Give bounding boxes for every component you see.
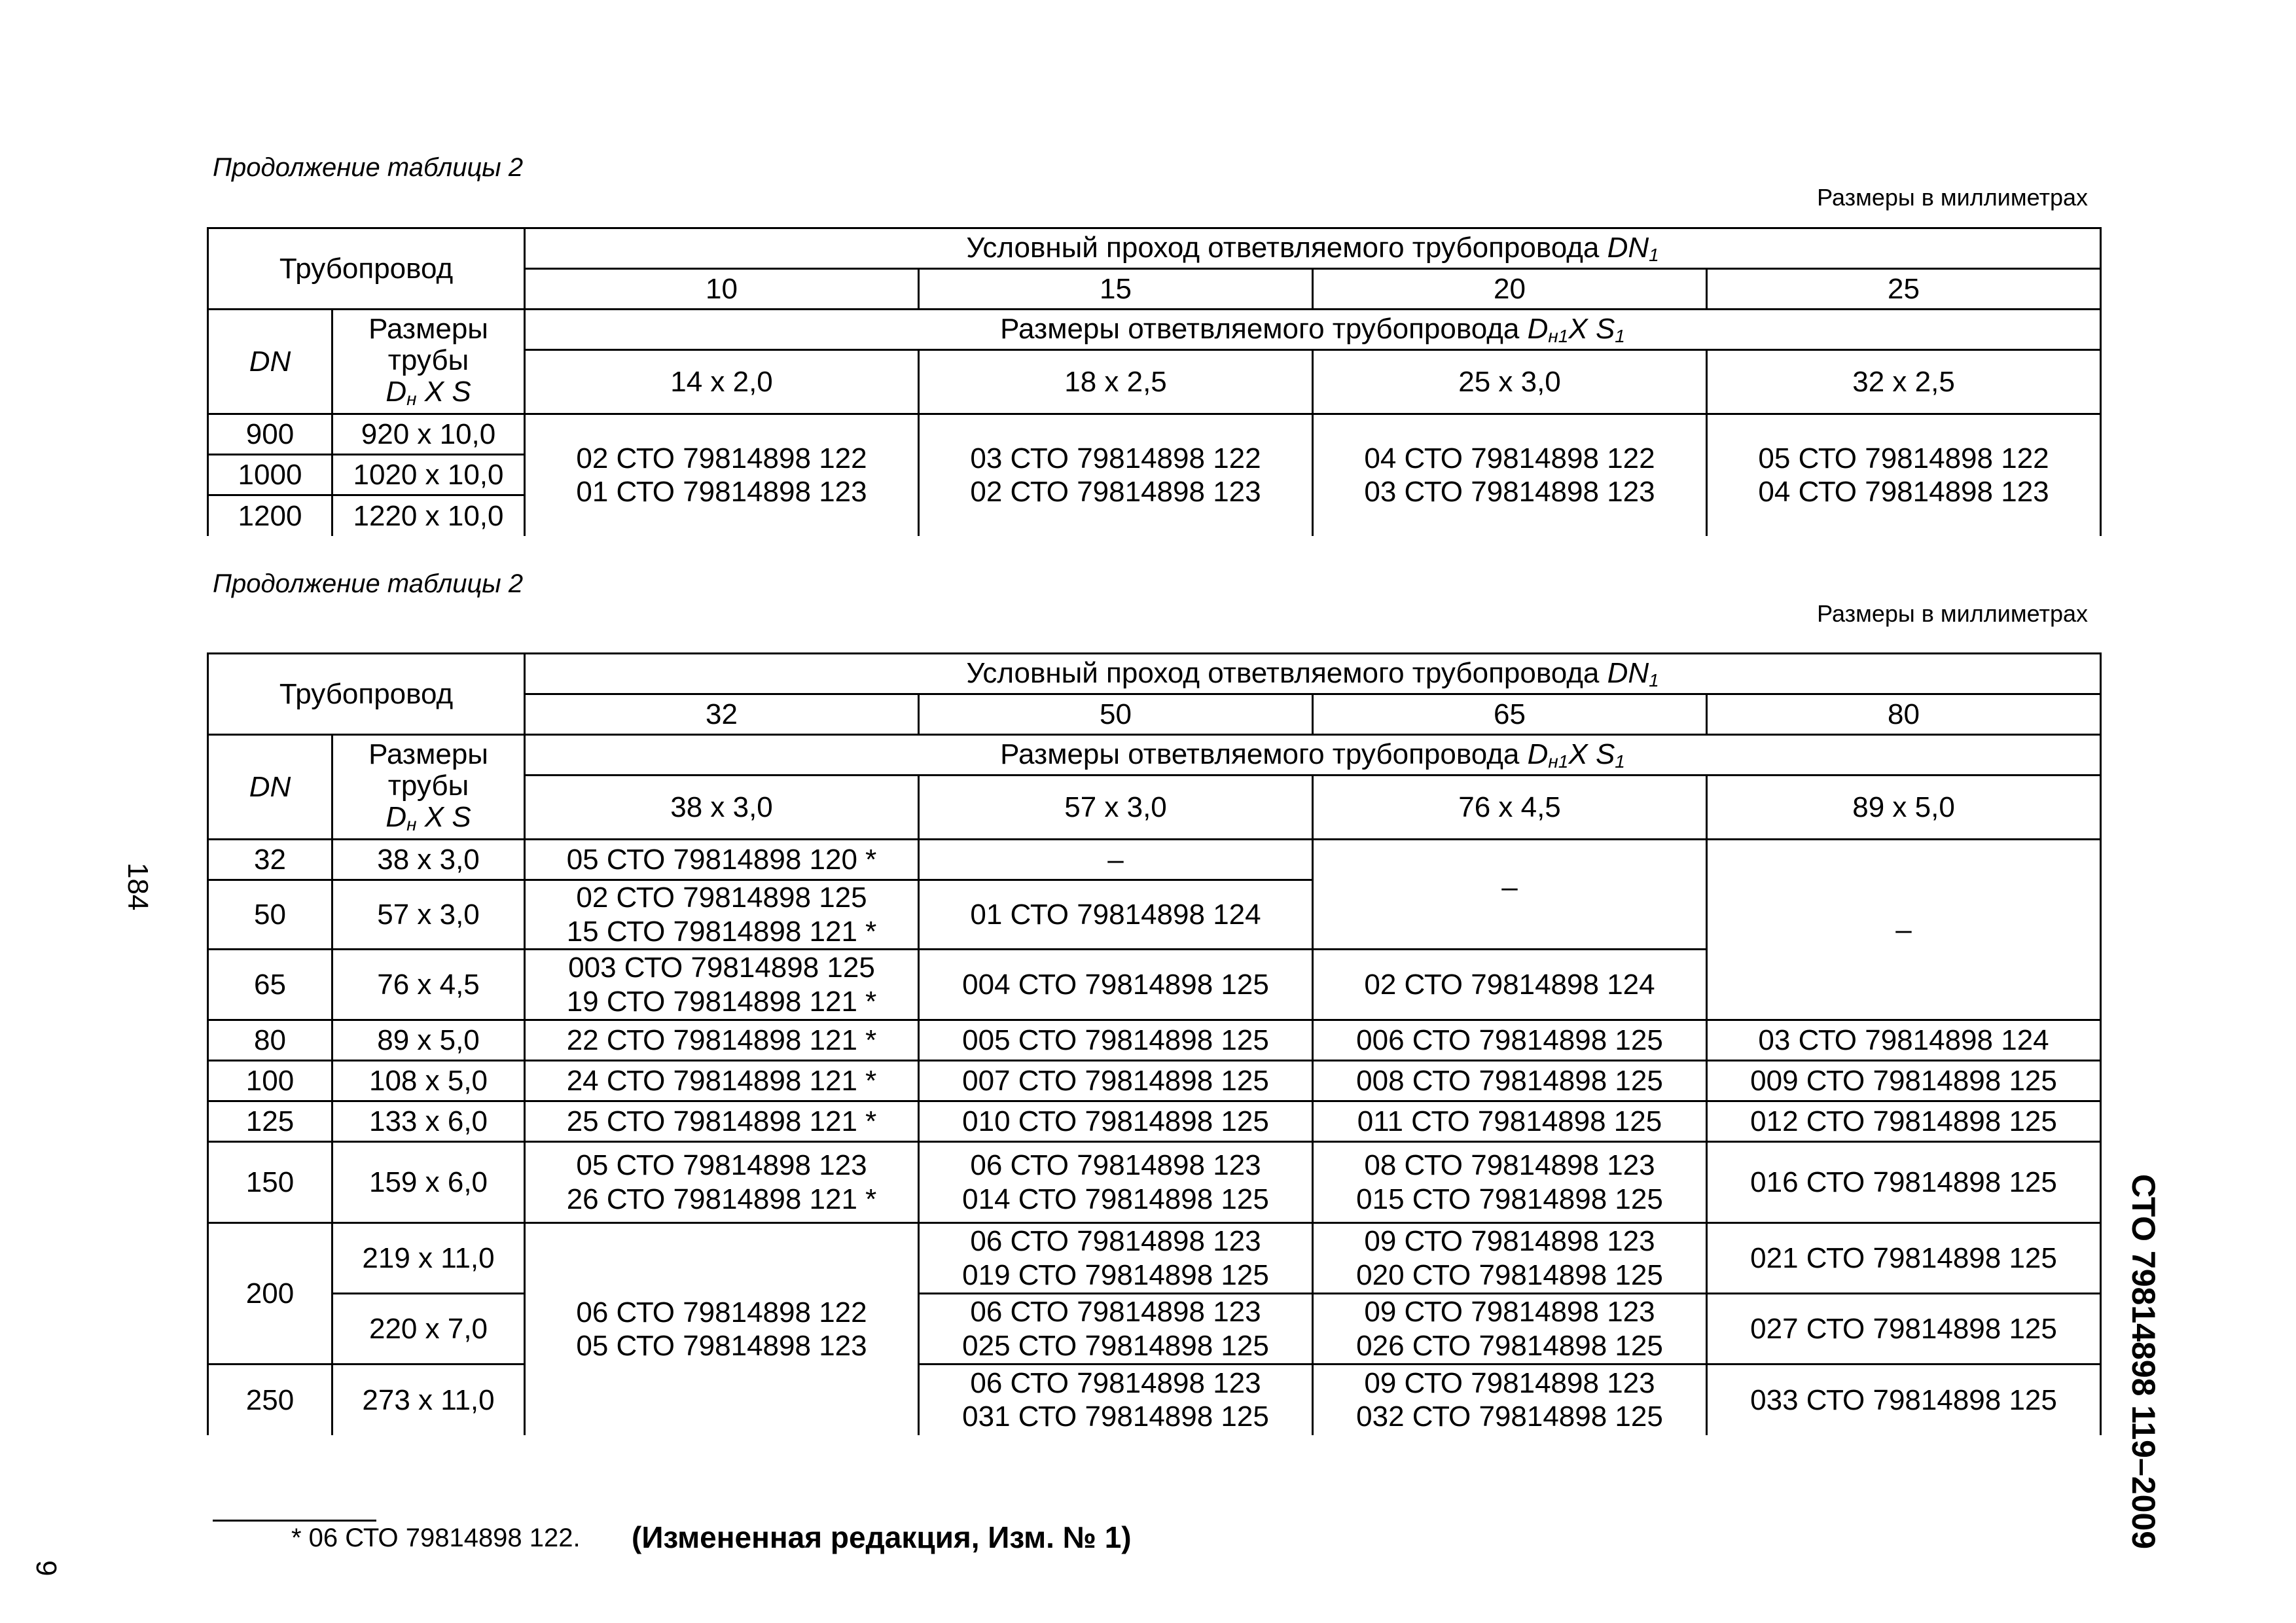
cell-designation: 03 СТО 79814898 122 02 СТО 79814898 123 <box>919 414 1313 536</box>
header-branch-value: 18 x 2,5 <box>919 350 1313 414</box>
cell-designation: 03 СТО 79814898 124 <box>1707 1020 2101 1061</box>
cell-designation: 22 СТО 79814898 121 * <box>525 1020 919 1061</box>
cell-designation: 008 СТО 79814898 125 <box>1313 1061 1707 1101</box>
cell-designation: 08 СТО 79814898 123 015 СТО 79814898 125 <box>1313 1142 1707 1223</box>
cell-designation: 06 СТО 79814898 123 025 СТО 79814898 125 <box>919 1294 1313 1364</box>
side-number: 9 <box>30 1560 62 1577</box>
cell-dash: – <box>1707 840 2101 1020</box>
cell-designation: 006 СТО 79814898 125 <box>1313 1020 1707 1061</box>
header-nominal-pass: Условный проход ответвляемого трубопровода $DN_1$ <box>525 228 2101 269</box>
cell-designation: 06 СТО 79814898 123 019 СТО 79814898 125 <box>919 1223 1313 1294</box>
footnote-divider <box>213 1520 376 1522</box>
cell-designation: 09 СТО 79814898 123 020 СТО 79814898 125 <box>1313 1223 1707 1294</box>
row-dn: 100 <box>208 1061 332 1101</box>
cell-designation: 05 СТО 79814898 123 26 СТО 79814898 121 * <box>525 1142 919 1223</box>
header-branch-value: 76 x 4,5 <box>1313 776 1707 840</box>
header-dn-value: 10 <box>525 269 919 310</box>
cell-designation: 09 СТО 79814898 123 032 СТО 79814898 125 <box>1313 1364 1707 1435</box>
cell-designation: 05 СТО 79814898 122 04 СТО 79814898 123 <box>1707 414 2101 536</box>
cell-dash: – <box>919 840 1313 880</box>
header-pipeline: Трубопровод <box>208 228 525 310</box>
header-branch-size: Размеры ответвляемого трубопровода $D_{н1}X$ $S_1$ <box>525 310 2101 350</box>
cell-designation-merged: 06 СТО 79814898 122 05 СТО 79814898 123 <box>525 1223 919 1435</box>
header-nominal-pass: Условный проход ответвляемого трубопровода $DN_1$ <box>525 654 2101 694</box>
cell-designation: 011 СТО 79814898 125 <box>1313 1101 1707 1142</box>
header-branch-value: 25 x 3,0 <box>1313 350 1707 414</box>
cell-designation: 09 СТО 79814898 123 026 СТО 79814898 125 <box>1313 1294 1707 1364</box>
row-size: 133 x 6,0 <box>332 1101 525 1142</box>
row-dn: 125 <box>208 1101 332 1142</box>
row-dn: 65 <box>208 950 332 1020</box>
row-size: 108 x 5,0 <box>332 1061 525 1101</box>
header-dn-value: 80 <box>1707 694 2101 735</box>
row-dn: 150 <box>208 1142 332 1223</box>
cell-designation: 06 СТО 79814898 123 031 СТО 79814898 125 <box>919 1364 1313 1435</box>
header-branch-size: Размеры ответвляемого трубопровода $D_{н1}X$ $S_1$ <box>525 735 2101 776</box>
row-dn: 250 <box>208 1364 332 1435</box>
header-dn-value: 50 <box>919 694 1313 735</box>
cell-designation: 05 СТО 79814898 120 * <box>525 840 919 880</box>
header-branch-value: 38 x 3,0 <box>525 776 919 840</box>
row-size: 76 x 4,5 <box>332 950 525 1020</box>
amendment-note: (Измененная редакция, Изм. № 1) <box>632 1520 1132 1554</box>
header-dn-value: 15 <box>919 269 1313 310</box>
row-dn: 1000 <box>208 455 332 495</box>
cell-designation: 021 СТО 79814898 125 <box>1707 1223 2101 1294</box>
page-number: 184 <box>122 863 154 911</box>
cell-designation: 005 СТО 79814898 125 <box>919 1020 1313 1061</box>
row-size: 159 x 6,0 <box>332 1142 525 1223</box>
row-size: 57 x 3,0 <box>332 880 525 950</box>
footnote: * 06 СТО 79814898 122. <box>291 1524 581 1552</box>
row-dn: 50 <box>208 880 332 950</box>
cell-designation: 01 СТО 79814898 124 <box>919 880 1313 950</box>
cell-designation: 02 СТО 79814898 122 01 СТО 79814898 123 <box>525 414 919 536</box>
row-dn: 32 <box>208 840 332 880</box>
row-dn: 80 <box>208 1020 332 1061</box>
cell-designation: 003 СТО 79814898 125 19 СТО 79814898 121 * <box>525 950 919 1020</box>
header-pipe-size: Размеры трубы $D_н$ X S <box>332 310 525 414</box>
document-code: СТО 79814898 119–2009 <box>2125 1174 2162 1549</box>
row-size: 38 x 3,0 <box>332 840 525 880</box>
header-branch-value: 57 x 3,0 <box>919 776 1313 840</box>
header-dn: DN <box>208 735 332 840</box>
row-size: 920 x 10,0 <box>332 414 525 455</box>
row-size: 219 x 11,0 <box>332 1223 525 1294</box>
table1 <box>207 227 2102 536</box>
table1-caption: Продолжение таблицы 2 <box>213 153 524 182</box>
table1-units: Размеры в миллиметрах <box>1817 184 2088 211</box>
header-dn-value: 20 <box>1313 269 1707 310</box>
cell-designation: 004 СТО 79814898 125 <box>919 950 1313 1020</box>
row-dn: 1200 <box>208 495 332 536</box>
cell-designation: 009 СТО 79814898 125 <box>1707 1061 2101 1101</box>
header-pipe-size: Размеры трубы $D_н$ X S <box>332 735 525 840</box>
row-size: 273 x 11,0 <box>332 1364 525 1435</box>
row-dn: 900 <box>208 414 332 455</box>
header-dn: DN <box>208 310 332 414</box>
header-branch-value: 14 x 2,0 <box>525 350 919 414</box>
cell-dash: – <box>1313 840 1707 950</box>
header-dn-value: 25 <box>1707 269 2101 310</box>
header-branch-value: 89 x 5,0 <box>1707 776 2101 840</box>
cell-designation: 06 СТО 79814898 123 014 СТО 79814898 125 <box>919 1142 1313 1223</box>
row-dn: 200 <box>208 1223 332 1364</box>
table2-caption: Продолжение таблицы 2 <box>213 569 524 598</box>
cell-designation: 033 СТО 79814898 125 <box>1707 1364 2101 1435</box>
cell-designation: 027 СТО 79814898 125 <box>1707 1294 2101 1364</box>
header-dn-value: 65 <box>1313 694 1707 735</box>
row-size: 220 x 7,0 <box>332 1294 525 1364</box>
table2 <box>207 652 2102 1435</box>
cell-designation: 02 СТО 79814898 125 15 СТО 79814898 121 * <box>525 880 919 950</box>
cell-designation: 24 СТО 79814898 121 * <box>525 1061 919 1101</box>
cell-designation: 010 СТО 79814898 125 <box>919 1101 1313 1142</box>
header-dn-value: 32 <box>525 694 919 735</box>
cell-designation: 007 СТО 79814898 125 <box>919 1061 1313 1101</box>
cell-designation: 25 СТО 79814898 121 * <box>525 1101 919 1142</box>
header-pipeline: Трубопровод <box>208 654 525 735</box>
table2-units: Размеры в миллиметрах <box>1817 600 2088 627</box>
row-size: 1220 x 10,0 <box>332 495 525 536</box>
row-size: 89 x 5,0 <box>332 1020 525 1061</box>
cell-designation: 04 СТО 79814898 122 03 СТО 79814898 123 <box>1313 414 1707 536</box>
row-size: 1020 x 10,0 <box>332 455 525 495</box>
cell-designation: 012 СТО 79814898 125 <box>1707 1101 2101 1142</box>
header-branch-value: 32 x 2,5 <box>1707 350 2101 414</box>
cell-designation: 02 СТО 79814898 124 <box>1313 950 1707 1020</box>
cell-designation: 016 СТО 79814898 125 <box>1707 1142 2101 1223</box>
